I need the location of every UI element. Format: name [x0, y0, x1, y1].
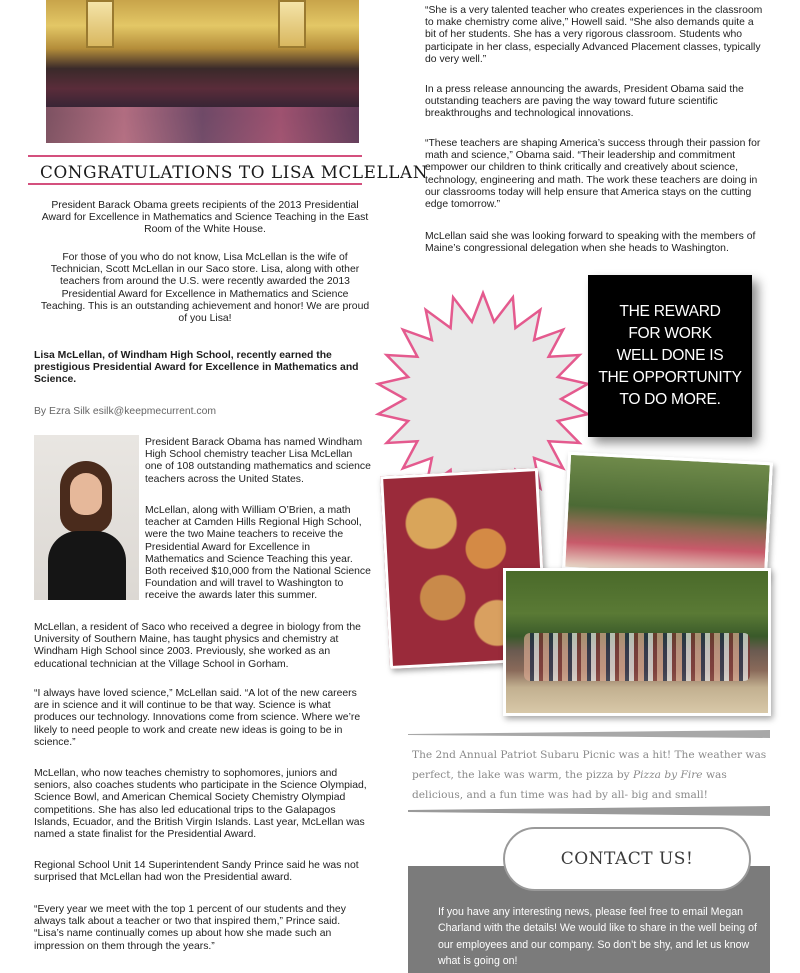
article-paragraph-7: “Every year we meet with the top 1 percent of our students and they always talk about a teacher or two that inspired them,” Prince said. “Lisa’s name continually comes up about how she made such an impression on them through the years.”: [34, 904, 346, 952]
intro-text: For those of you who do not know, Lisa McLellan is the wife of Technician, Scott McLellan in our Saco store. Lisa, along with other teachers from around the U.S. were recently awarded the 2013 Presidential Award for Excellence in Mathematics and Science Teaching. This is an outstanding achievement and honor! We are proud of you Lisa!: [40, 252, 370, 325]
article-paragraph-3: McLellan, a resident of Saco who received a degree in biology from the University of Southern Maine, has taught physics and chemistry at Windham High School since 2003. Previously, she worked as an educational technician at the Village School in Gorham.: [34, 622, 361, 670]
caption-rule-top: [408, 730, 770, 738]
article-byline: By Ezra Silk esilk@keepmecurrent.com: [34, 406, 217, 417]
dress-decor: [48, 531, 126, 600]
picnic-caption: The 2nd Annual Patriot Subaru Picnic was a hit! The weather was perfect, the lake was warm, the pizza by Pizza by Fire was delicious, and a fun time was had by all- big and small!: [412, 749, 767, 801]
article-paragraph-r2: In a press release announcing the awards, President Obama said the outstanding teachers are paving the way toward future scientific breakthroughs and technological innovations.: [425, 84, 744, 120]
article-paragraph-6: Regional School Unit 14 Superintendent Sandy Prince said he was not surprised that McLellan had won the Presidential award.: [34, 860, 359, 884]
quote-text: THE REWARD FOR WORK WELL DONE IS THE OPPORTUNITY TO DO MORE.: [598, 303, 742, 408]
contact-title: CONTACT US!: [560, 849, 694, 869]
article-paragraph-1: President Barack Obama has named Windham High School chemistry teacher Lisa McLellan one of 108 outstanding mathematics and science teachers across the United States.: [145, 437, 371, 485]
crowd-decor: [524, 633, 750, 681]
heading-rule-bottom: [28, 183, 362, 185]
white-house-ceremony-photo: [46, 0, 359, 143]
quote-box: [588, 275, 752, 437]
lisa-mclellan-photo: [34, 435, 139, 600]
window-decor: [278, 0, 306, 48]
contact-title-pill: [503, 827, 751, 891]
article-paragraph-r1: “She is a very talented teacher who creates experiences in the classroom to make chemistry come alive,” Howell said. “She also demands quite a bit of her students. She has a very rigorous classroom. Students who participate in her class, especially Advanced Placement classes, typically do very well.”: [425, 5, 763, 65]
article-paragraph-2: McLellan, along with William O’Brien, a math teacher at Camden Hills Regional High School, were the two Maine teachers to receive the Presidential Award for Excellence in Mathematics and Science Teaching this year. Both received $10,000 from the National Science Foundation and will travel to Washington to receive the awards later this summer.: [145, 505, 371, 602]
photo-caption: President Barack Obama greets recipients of the 2013 Presidential Award for Excellence in Mathematics and Science Teaching in the East Room of the White House.: [41, 200, 369, 236]
heading-rule-top: [28, 155, 362, 157]
pizza-by-fire-name: Pizza by Fire: [633, 769, 703, 781]
article-paragraph-r3: “These teachers are shaping America’s success through their passion for math and science,” Obama said. “Their leadership and commitment empower our children to think critically and creatively about science, technology, engineering and math. The work these teachers are doing in our classrooms today will help ensure that America stays on the cutting edge tomorrow.”: [425, 138, 761, 211]
article-paragraph-r4: McLellan said she was looking forward to speaking with the members of Maine’s congressional delegation when she heads to Washington.: [425, 231, 756, 255]
article-lede: Lisa McLellan, of Windham High School, recently earned the prestigious Presidential Award for Excellence in Mathematics and Science.: [34, 350, 359, 386]
caption-rule-bottom: [408, 806, 770, 816]
picnic-serving-photo: [562, 452, 773, 581]
article-paragraph-4: “I always have loved science,” McLellan said. “A lot of the new careers are in science and it will continue to be that way. Science is what produces our technology. Innovations come from science. Where we’re likely to need people to work and create new ideas is going to be in science.”: [34, 688, 361, 748]
window-decor: [86, 0, 114, 48]
face-decor: [70, 473, 102, 515]
page-heading: CONGRATULATIONS TO LISA MCLELLAN: [40, 162, 429, 182]
contact-text: If you have any interesting news, please feel free to email Megan Charland with the details! We would like to share in the well being of our employees and our company. So don’t be shy, and let us know what is going on!: [438, 906, 757, 968]
picnic-group-photo: [503, 568, 771, 716]
audience-decor: [46, 107, 359, 143]
article-paragraph-5: McLellan, who now teaches chemistry to sophomores, juniors and seniors, also coaches students who participate in the Science Olympiad, Science Bowl, and American Chemical Society Chemistry Olympiad competitions. She has also led educational trips to the Galapagos Islands, Ecuador, and the British Virgin Islands. Last year, McLellan was named a state finalist for the Presidential Award.: [34, 768, 367, 841]
